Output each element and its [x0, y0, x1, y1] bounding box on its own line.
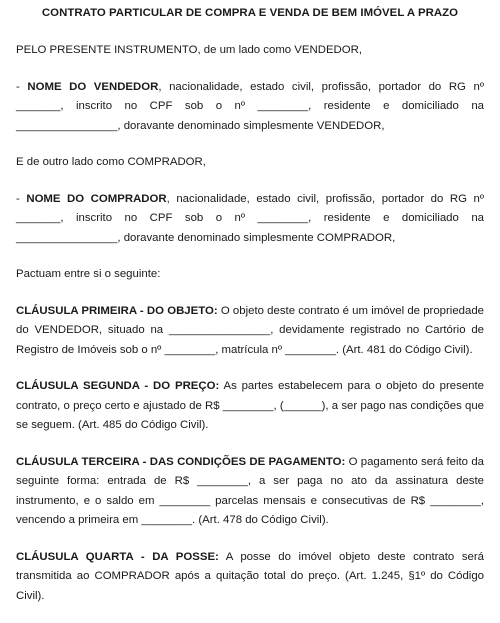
- contract-page: [16, 6, 484, 623]
- clause-first-label: CLÁUSULA PRIMEIRA - DO OBJETO:: [16, 304, 218, 317]
- seller-details: , nacionalidade, estado civil, profissão, portador do RG nº _______, inscrito no CPF sob o nº ________, residente e domiciliado na ________________, doravante denominado simplesmente VENDEDOR,: [16, 80, 484, 132]
- intro-paragraph: PELO PRESENTE INSTRUMENTO, de um lado como VENDEDOR,: [16, 44, 363, 56]
- clause-third-label: CLÁUSULA TERCEIRA - DAS CONDIÇÕES DE PAGAMENTO:: [16, 455, 346, 468]
- clause-second: [16, 377, 484, 436]
- clause-first: [16, 302, 484, 361]
- seller-name-label: NOME DO VENDEDOR: [27, 80, 159, 93]
- clause-second-text: As partes estabelecem para o objeto do presente contrato, o preço certo e ajustado de R$ ________, (______), a ser pago nas condições que se seguem. (Art. 485 do Código Civil).: [16, 380, 484, 431]
- clause-fourth-text: A posse do imóvel objeto deste contrato será transmitida ao COMPRADOR após a quitação total do preço. (Art. 1.245, §1º do Código Civil).: [16, 550, 484, 602]
- agreement-paragraph: Pactuam entre si o seguinte:: [16, 268, 161, 280]
- seller-prefix: -: [16, 80, 28, 93]
- clause-first-text: O objeto deste contrato é um imóvel de propriedade do VENDEDOR, situado na ________________, devidamente registrado no Cartório de Registro de Imóveis sob o nº ________, matrícula nº ________. (Art. 481 do Código Civil).: [16, 304, 484, 356]
- buyer-name-label: NOME DO COMPRADOR: [26, 192, 167, 205]
- clause-fourth: [16, 548, 484, 607]
- clause-third-text: O pagamento será feito da seguinte forma: entrada de R$ ________, a ser paga no ato da assinatura deste instrumento, e o saldo em ________ parcelas mensais e consecutivas de R$ ________, vencendo a primeira em ________. (Art. 478 do Código Civil).: [16, 455, 484, 526]
- document-title: CONTRATO PARTICULAR DE COMPRA E VENDA DE BEM IMÓVEL A PRAZO: [41, 7, 459, 19]
- seller-paragraph: [16, 78, 484, 137]
- buyer-prefix: -: [16, 192, 27, 205]
- clause-third: [16, 453, 484, 531]
- buyer-paragraph: [16, 190, 484, 249]
- buyer-intro-paragraph: E de outro lado como COMPRADOR,: [16, 156, 206, 168]
- clause-second-label: CLÁUSULA SEGUNDA - DO PREÇO:: [16, 380, 220, 392]
- buyer-details: , nacionalidade, estado civil, profissão, portador do RG nº _______, inscrito no CPF sob o nº ________, residente e domiciliado na ________________, doravante denominado simplesmente COMPRADOR,: [16, 192, 484, 244]
- clause-fourth-label: CLÁUSULA QUARTA - DA POSSE:: [16, 550, 219, 563]
